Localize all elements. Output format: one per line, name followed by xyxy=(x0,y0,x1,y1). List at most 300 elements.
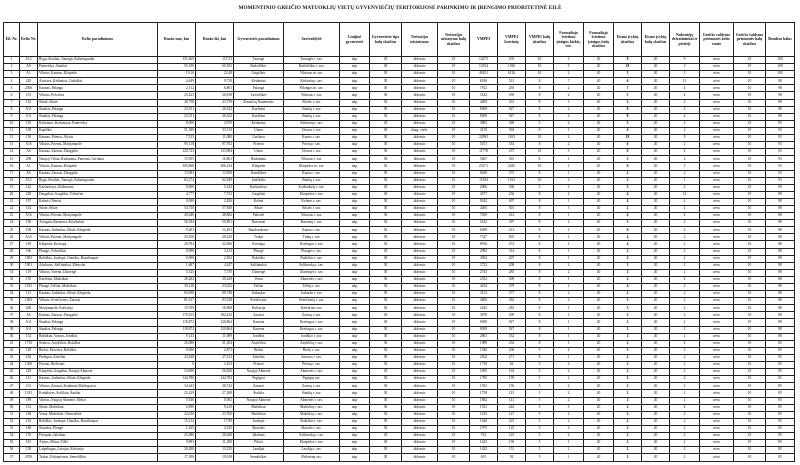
table-cell: didesnis xyxy=(402,411,438,418)
table-cell: 2 xyxy=(670,354,700,361)
table-cell: A1 xyxy=(20,163,38,170)
table-cell: 20 xyxy=(642,184,670,191)
table-cell: 2306 xyxy=(20,85,38,92)
table-row xyxy=(4,284,795,291)
table-cell: 2 xyxy=(614,411,642,418)
table-cell: 101 xyxy=(20,92,38,99)
table-cell: 206 xyxy=(498,347,526,354)
table-cell: 30 xyxy=(370,64,402,71)
table-cell: 20 xyxy=(584,85,614,92)
table-cell: 10 xyxy=(438,269,470,276)
table-cell: Trakų r. sav. xyxy=(284,234,340,241)
table-cell: 20 xyxy=(642,354,670,361)
table-cell: 5667 xyxy=(470,156,498,163)
table-cell: Kauno r. sav. xyxy=(284,227,340,234)
table-row xyxy=(4,220,795,227)
table-cell: Žemaičių Naumiestis xyxy=(234,99,284,106)
table-cell: Zarasai xyxy=(234,383,284,390)
table-cell: 305,808 xyxy=(158,163,196,170)
table-cell: 88 xyxy=(766,248,795,255)
table-cell: 19,16 xyxy=(158,71,196,78)
table-cell: 30,128 xyxy=(158,284,196,291)
table-cell: 10 xyxy=(438,291,470,298)
table-cell: 10 xyxy=(734,319,766,326)
table-cell: 2,826 xyxy=(196,198,234,205)
table-cell: Kėdainių r. sav. xyxy=(284,120,340,127)
table-cell: 10 xyxy=(734,241,766,248)
table-row xyxy=(4,205,795,212)
table-cell: 10 xyxy=(734,177,766,184)
table-cell: 8 xyxy=(526,227,554,234)
table-cell: Rudamina xyxy=(234,156,284,163)
table-cell: 10 xyxy=(438,248,470,255)
table-cell: didesnis xyxy=(402,142,438,149)
table-cell: taip xyxy=(340,191,370,198)
table-cell: A11 xyxy=(20,113,38,120)
table-cell: 20 xyxy=(642,255,670,262)
table-cell: didesnis xyxy=(402,269,438,276)
table-cell: didesnis xyxy=(402,298,438,305)
table-cell: 927 xyxy=(498,326,526,333)
table-cell: 31,294 xyxy=(196,340,234,347)
column-header: VMPEI balų skaičius xyxy=(526,23,554,57)
table-cell: taip xyxy=(340,78,370,85)
table-cell: nėra xyxy=(700,383,734,390)
table-cell: 10 xyxy=(734,425,766,432)
table-cell: Šiukšta xyxy=(234,390,284,397)
table-cell: 20 xyxy=(642,276,670,283)
table-cell: 4,447 xyxy=(196,262,234,269)
table-cell: 20 xyxy=(642,142,670,149)
table-cell: 5,926 xyxy=(158,397,196,404)
table-cell: 141 xyxy=(20,291,38,298)
table-cell: 11,089 xyxy=(196,333,234,340)
table-cell: 9,210 xyxy=(196,404,234,411)
table-cell: 1901 xyxy=(20,262,38,269)
table-row xyxy=(4,127,795,134)
table-cell: 10 xyxy=(438,397,470,404)
table-cell: 30 xyxy=(370,354,402,361)
table-row xyxy=(4,184,795,191)
table-cell: Utenos r. sav. xyxy=(284,149,340,156)
table-cell: 10 xyxy=(734,333,766,340)
table-cell: 10 xyxy=(438,198,470,205)
table-cell: taip xyxy=(340,213,370,220)
table-cell: 2 xyxy=(554,291,584,298)
table-cell: 10 xyxy=(438,454,470,462)
table-cell: 2 xyxy=(554,418,584,425)
table-cell: 120,723 xyxy=(158,149,196,156)
table-cell: 93 xyxy=(766,142,795,149)
table-cell: A6 xyxy=(20,149,38,156)
table-cell: 51 xyxy=(4,411,20,418)
table-cell: 1953 xyxy=(470,383,498,390)
table-row xyxy=(4,64,795,71)
table-cell: 3 xyxy=(670,163,700,170)
table-cell: 4 xyxy=(614,127,642,134)
table-row xyxy=(4,319,795,326)
table-cell: 88 xyxy=(766,276,795,283)
column-header: Greičio valdymo priemonės balų skaičius xyxy=(734,23,766,57)
table-cell: Prienai–Birštonas xyxy=(38,362,158,369)
table-cell: 1 xyxy=(554,354,584,361)
table-cell: 28,229 xyxy=(196,234,234,241)
table-cell: 180 xyxy=(20,425,38,432)
table-row xyxy=(4,120,795,127)
table-cell: 2 xyxy=(554,298,584,305)
table-cell: Rokiškis xyxy=(234,255,284,262)
table-cell: nėra xyxy=(700,312,734,319)
table-cell: 20 xyxy=(642,163,670,170)
table-cell: 2 xyxy=(554,262,584,269)
table-cell: 3 xyxy=(614,305,642,312)
table-cell: Biržai–Pasvalys–Rokiškis xyxy=(38,347,158,354)
table-cell: 8 xyxy=(526,269,554,276)
table-cell: 412 xyxy=(498,213,526,220)
table-cell: Klaipėda–Gargždai–Naujoji Akmenė xyxy=(38,369,158,376)
table-cell: 20 xyxy=(584,191,614,198)
table-cell: 30 xyxy=(370,276,402,283)
table-cell: Šiauliai–Palanga xyxy=(38,319,158,326)
table-cell: 8 xyxy=(526,319,554,326)
table-cell: 52 xyxy=(4,418,20,425)
table-cell: 5 xyxy=(526,404,554,411)
table-row xyxy=(4,248,795,255)
table-cell: 30 xyxy=(370,383,402,390)
table-cell: Mažeikių r. sav. xyxy=(284,404,340,411)
table-cell: 20 xyxy=(642,284,670,291)
table-cell: 20 xyxy=(642,57,670,64)
table-cell: didesnis xyxy=(402,447,438,454)
table-cell: 30 xyxy=(370,106,402,113)
table-cell: 1813 xyxy=(20,284,38,291)
table-cell: 10 xyxy=(526,163,554,170)
table-cell: 2 xyxy=(670,376,700,383)
table-cell: 10 xyxy=(438,319,470,326)
table-cell: taip xyxy=(340,170,370,177)
table-cell: 2 xyxy=(670,269,700,276)
table-cell: 10 xyxy=(438,425,470,432)
table-cell: 5 xyxy=(526,376,554,383)
table-cell: 20 xyxy=(584,78,614,85)
table-cell: 20 xyxy=(584,362,614,369)
table-cell: A16 xyxy=(20,213,38,220)
table-cell: 0,000 xyxy=(158,120,196,127)
table-cell: Šiaulių r. sav. xyxy=(284,177,340,184)
table-cell: 56 xyxy=(4,447,20,454)
column-header: Eil. Nr. xyxy=(4,23,20,57)
table-cell: 25,229 xyxy=(158,390,196,397)
table-row xyxy=(4,276,795,283)
table-cell: didesnis xyxy=(402,57,438,64)
table-cell: taip xyxy=(340,284,370,291)
table-cell: 2743 xyxy=(470,269,498,276)
table-cell: 88 xyxy=(766,298,795,305)
table-cell: 29 xyxy=(4,255,20,262)
table-cell: 28 xyxy=(4,248,20,255)
table-cell: 30 xyxy=(370,92,402,99)
table-row xyxy=(4,454,795,462)
table-cell: 10 xyxy=(734,291,766,298)
table-cell: Švenčionių r. sav. xyxy=(284,298,340,305)
table-cell: 158 xyxy=(20,447,38,454)
table-cell: 8309 xyxy=(470,106,498,113)
table-cell: 14 xyxy=(4,149,20,156)
table-cell: 2 xyxy=(670,326,700,333)
table-cell: 30 xyxy=(370,262,402,269)
table-cell: taip xyxy=(340,149,370,156)
table-row xyxy=(4,113,795,120)
column-header: Kelio pavadinimas xyxy=(38,23,158,57)
table-cell: 20 xyxy=(584,347,614,354)
table-cell: 93 xyxy=(766,177,795,184)
table-cell: didesnis xyxy=(402,149,438,156)
table-cell: 3 xyxy=(670,64,700,71)
table-cell: 4 xyxy=(614,234,642,241)
table-cell: 43 xyxy=(4,354,20,361)
table-cell: Akmenės r. sav. xyxy=(284,276,340,283)
table-cell: Vilniaus r. sav. xyxy=(284,92,340,99)
table-cell: 6 xyxy=(614,142,642,149)
table-cell: 1 xyxy=(554,198,584,205)
table-cell: nėra xyxy=(700,163,734,170)
table-cell: 20 xyxy=(642,362,670,369)
table-cell: 8 xyxy=(526,205,554,212)
table-cell: 95,118 xyxy=(158,142,196,149)
table-cell: 10 xyxy=(438,447,470,454)
table-cell: 2 xyxy=(614,177,642,184)
table-cell: nėra xyxy=(700,397,734,404)
table-row xyxy=(4,411,795,418)
table-cell: 1 xyxy=(554,440,584,447)
table-cell: 8 xyxy=(526,99,554,106)
table-cell: 10 xyxy=(438,369,470,376)
table-cell: 30 xyxy=(370,184,402,191)
table-cell: 118,872 xyxy=(158,326,196,333)
table-cell: nėra xyxy=(700,390,734,397)
table-cell: 8 xyxy=(526,312,554,319)
table-cell: 20 xyxy=(584,227,614,234)
table-cell: nėra xyxy=(700,447,734,454)
table-cell: 30 xyxy=(370,411,402,418)
table-cell: didesnis xyxy=(402,369,438,376)
table-cell: 17 xyxy=(4,170,20,177)
table-cell: Anykščių r. sav. xyxy=(284,340,340,347)
table-cell: 26,640 xyxy=(196,432,234,439)
table-cell: 2 xyxy=(614,397,642,404)
table-cell: 2 xyxy=(670,319,700,326)
table-cell: didesnis xyxy=(402,276,438,283)
table-row xyxy=(4,106,795,113)
table-cell: 135 xyxy=(20,276,38,283)
table-cell: nėra xyxy=(700,184,734,191)
table-cell: 23,551 xyxy=(158,106,196,113)
table-cell: 2 xyxy=(614,291,642,298)
table-cell: 1 xyxy=(554,156,584,163)
table-cell: 4 xyxy=(670,113,700,120)
table-cell: 2 xyxy=(554,432,584,439)
table-cell: 30 xyxy=(370,404,402,411)
table-cell: taip xyxy=(340,177,370,184)
table-cell: didesnis xyxy=(402,354,438,361)
table-cell: 20 xyxy=(584,149,614,156)
table-cell: 88 xyxy=(766,255,795,262)
table-cell: 18 xyxy=(4,177,20,184)
table-cell: nėra xyxy=(700,71,734,78)
table-cell: 3722 xyxy=(470,262,498,269)
table-cell: Lazdijų r. sav. xyxy=(284,447,340,454)
table-cell: 19,709 xyxy=(158,305,196,312)
table-cell: 20 xyxy=(642,397,670,404)
table-cell: 30 xyxy=(370,362,402,369)
table-cell: didesnis xyxy=(402,213,438,220)
table-cell: Rokiškis–Juodupė–Onuškis–Rozalinapas xyxy=(38,255,158,262)
table-cell: taip xyxy=(340,127,370,134)
table-cell: taip xyxy=(340,241,370,248)
table-cell: 7 xyxy=(614,85,642,92)
table-cell: 2 xyxy=(670,227,700,234)
table-cell: 20 xyxy=(584,354,614,361)
table-cell: 1 xyxy=(554,333,584,340)
table-cell: 28,282 xyxy=(158,276,196,283)
table-cell: 2 xyxy=(670,362,700,369)
table-cell: 20 xyxy=(4,191,20,198)
table-cell: 2 xyxy=(614,255,642,262)
table-cell: 20 xyxy=(642,418,670,425)
table-cell: Pirtupiai–Jalalinas xyxy=(38,432,158,439)
table-cell: Vilnius–Prienai–Marijampolė xyxy=(38,213,158,220)
table-cell: 30,280 xyxy=(158,447,196,454)
table-cell: didesnis xyxy=(402,99,438,106)
table-row xyxy=(4,99,795,106)
table-cell: 30 xyxy=(370,397,402,404)
table-cell: 20 xyxy=(584,198,614,205)
table-cell: 2 xyxy=(670,390,700,397)
table-cell: Kuršėnai xyxy=(234,113,284,120)
table-cell: 2 xyxy=(554,390,584,397)
table-cell: nėra xyxy=(700,135,734,142)
table-cell: 20 xyxy=(642,326,670,333)
table-cell: Venta–Mažeikiai–Nemenčinė xyxy=(38,411,158,418)
table-cell: 10 xyxy=(734,404,766,411)
table-cell: 88 xyxy=(766,319,795,326)
table-cell: 1 xyxy=(554,227,584,234)
table-cell: Aristava–Kėdainiai–Cinkiškis xyxy=(38,78,158,85)
table-cell: 19,018 xyxy=(196,454,234,462)
table-cell: Mažeikiai xyxy=(234,411,284,418)
table-cell: Plungė–Telšiai–Mažeikiai xyxy=(38,284,158,291)
table-cell: nėra xyxy=(700,92,734,99)
table-cell: 151 xyxy=(498,447,526,454)
table-cell: taip xyxy=(340,205,370,212)
table-cell: Pagėgiai xyxy=(234,376,284,383)
table-cell: 56,820 xyxy=(196,369,234,376)
table-cell: Prienų r. sav. xyxy=(284,142,340,149)
table-cell: 20 xyxy=(642,440,670,447)
table-cell: nėra xyxy=(700,170,734,177)
table-cell: Venta xyxy=(234,276,284,283)
table-cell: 88 xyxy=(766,262,795,269)
table-row xyxy=(4,213,795,220)
table-cell: didesnis xyxy=(402,383,438,390)
table-cell: Kretingos r. sav. xyxy=(284,319,340,326)
table-cell: 53,119 xyxy=(196,127,234,134)
table-cell: didesnis xyxy=(402,184,438,191)
table-cell: 85 xyxy=(766,440,795,447)
table-cell: 5 xyxy=(526,418,554,425)
table-cell: 150 xyxy=(498,383,526,390)
table-cell: 30 xyxy=(370,447,402,454)
table-cell: 1026 xyxy=(498,64,526,71)
table-cell: 8 xyxy=(526,156,554,163)
table-cell: 20 xyxy=(642,340,670,347)
table-cell: Šalčininkų r. sav. xyxy=(284,262,340,269)
table-cell: Rokiškio r. sav. xyxy=(284,418,340,425)
table-cell: 2 xyxy=(670,454,700,462)
table-cell: 10 xyxy=(438,127,470,134)
table-cell: 176 xyxy=(20,432,38,439)
table-cell: 10 xyxy=(526,177,554,184)
table-cell: 13,958 xyxy=(196,170,234,177)
table-cell: 30 xyxy=(370,255,402,262)
table-cell: 190 xyxy=(20,220,38,227)
table-cell: 17,99 xyxy=(196,418,234,425)
table-cell: 10 xyxy=(734,220,766,227)
table-cell: 4,777 xyxy=(158,191,196,198)
table-cell: 8 xyxy=(614,57,642,64)
table-cell: 306,234 xyxy=(196,163,234,170)
table-cell: 178,255 xyxy=(158,312,196,319)
table-cell: 133,984 xyxy=(196,149,234,156)
table-cell: nėra xyxy=(700,347,734,354)
table-cell: 7812 xyxy=(470,85,498,92)
table-cell: 20 xyxy=(584,284,614,291)
table-cell: 1695 xyxy=(470,369,498,376)
table-cell: didesnis xyxy=(402,220,438,227)
table-cell: 1,687 xyxy=(158,262,196,269)
table-cell: 304 xyxy=(498,127,526,134)
table-cell: 2 xyxy=(670,425,700,432)
table-cell: 20 xyxy=(584,440,614,447)
table-cell: 6029 xyxy=(470,170,498,177)
table-cell: 20 xyxy=(584,92,614,99)
table-cell: Kėdainiai xyxy=(234,120,284,127)
table-cell: taip xyxy=(340,248,370,255)
table-cell: nėra xyxy=(700,127,734,134)
table-cell: Klaipėdos m. sav. xyxy=(284,163,340,170)
table-cell: nėra xyxy=(700,354,734,361)
table-cell: 2 xyxy=(670,262,700,269)
table-cell: 20 xyxy=(642,333,670,340)
table-cell: 20 xyxy=(584,241,614,248)
table-cell: 17,180 xyxy=(158,454,196,462)
table-cell: 46 xyxy=(4,376,20,383)
table-cell: Kamšiškės xyxy=(234,170,284,177)
table-cell: Radviliškis xyxy=(234,64,284,71)
table-cell: 3 xyxy=(554,184,584,191)
table-cell: 30 xyxy=(370,78,402,85)
table-cell: taip xyxy=(340,319,370,326)
table-cell: 2 xyxy=(670,99,700,106)
table-cell: 10 xyxy=(734,347,766,354)
table-cell: 53 xyxy=(4,425,20,432)
table-cell: 1 xyxy=(554,241,584,248)
table-cell: 9,143 xyxy=(158,333,196,340)
table-cell: 2 xyxy=(554,425,584,432)
table-cell: Akmenės r. sav. xyxy=(284,397,340,404)
table-cell: Kartena xyxy=(234,319,284,326)
table-cell: taip xyxy=(340,269,370,276)
